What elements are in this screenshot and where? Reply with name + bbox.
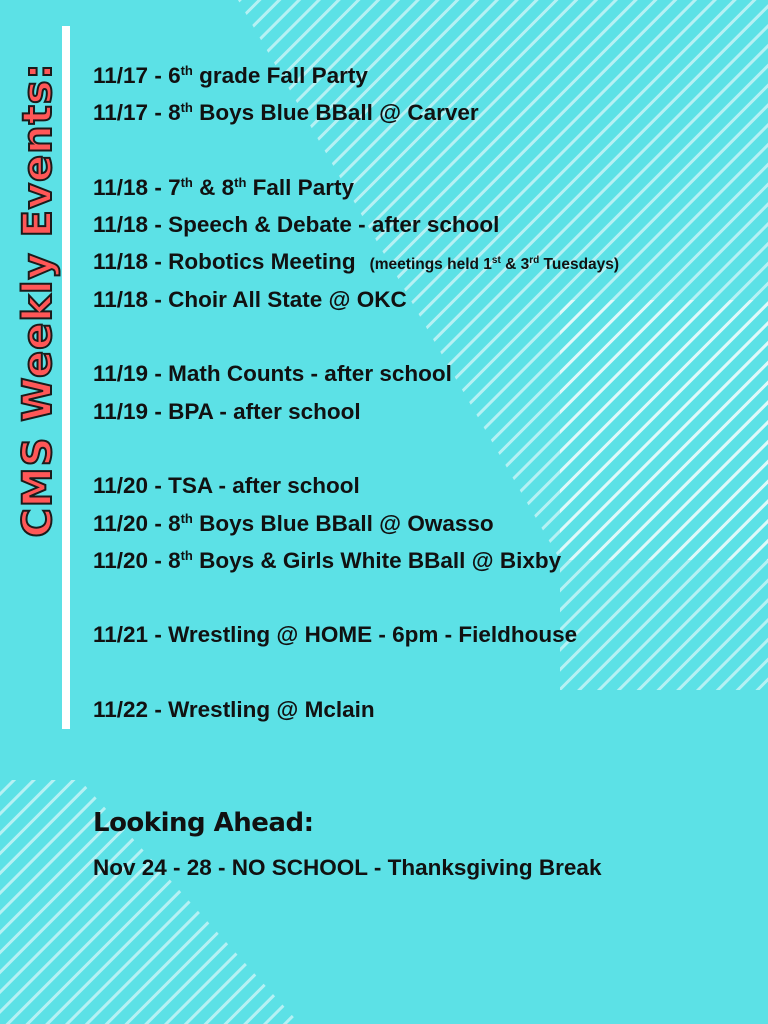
vertical-title: CMS Weekly Events: [15,62,61,538]
vertical-divider [62,26,70,729]
event-row: 11/20 - 8th Boys Blue BBall @ Owasso [93,510,494,536]
event-list [93,57,761,728]
event-row: 11/18 - Robotics Meeting (meetings held 1st & 3rd Tuesdays) [93,249,620,275]
event-row: 11/20 - TSA - after school [93,473,360,499]
event-row: 11/19 - Math Counts - after school [93,361,452,387]
event-row: 11/18 - Choir All State @ OKC [93,286,407,312]
looking-ahead-text: Nov 24 - 28 - NO SCHOOL - Thanksgiving Break [93,855,602,880]
looking-ahead-heading: Looking Ahead: [93,808,314,838]
event-row: 11/21 - Wrestling @ HOME - 6pm - Fieldhouse [93,622,578,648]
event-row: 11/19 - BPA - after school [93,398,361,424]
event-row: 11/18 - 7th & 8th Fall Party [93,174,354,200]
event-row: 11/18 - Speech & Debate - after school [93,212,500,238]
event-row: 11/20 - 8th Boys & Girls White BBall @ Bixby [93,547,562,573]
event-row: 11/22 - Wrestling @ Mclain [93,697,375,723]
event-row: 11/17 - 6th grade Fall Party [93,63,368,88]
event-note: (meetings held 1st & 3rd Tuesdays) [369,255,620,274]
event-row: 11/17 - 8th Boys Blue BBall @ Carver [93,100,479,126]
